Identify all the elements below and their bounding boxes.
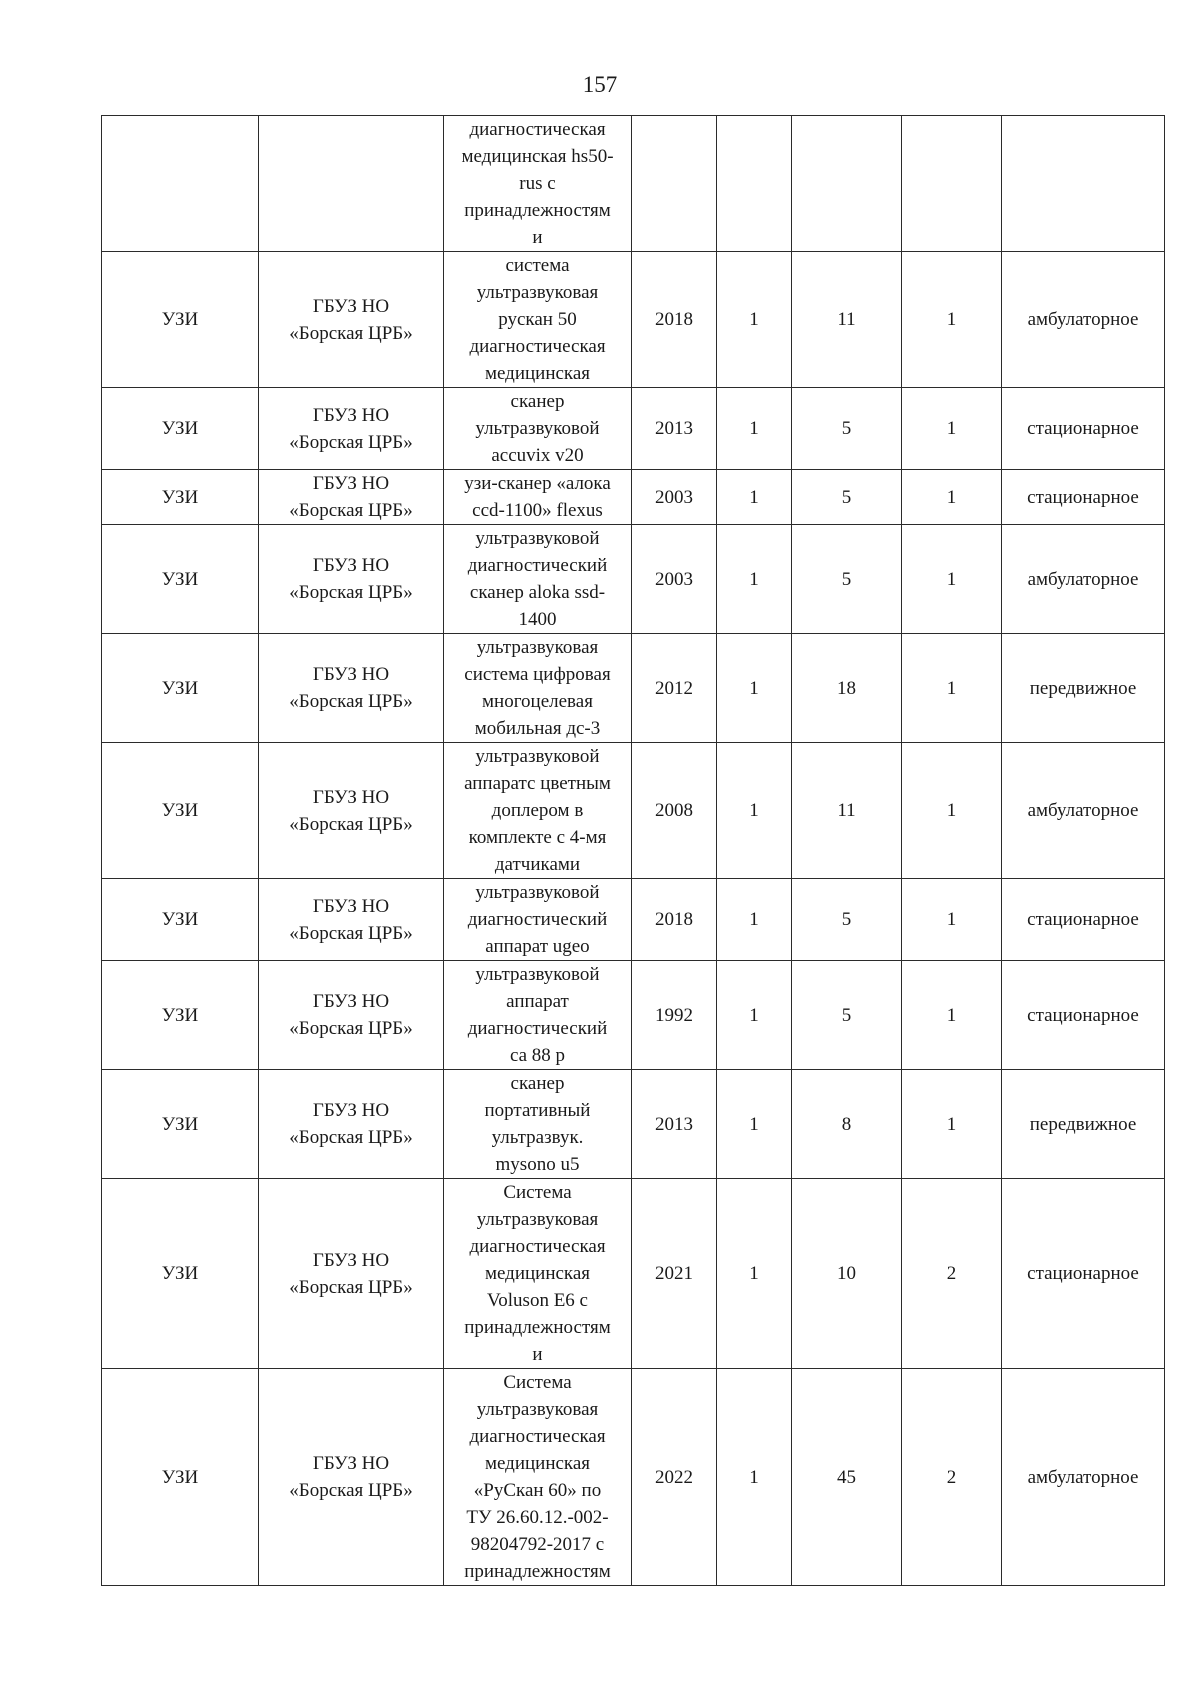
equipment-model-cell <box>444 1179 632 1369</box>
wear-cell <box>792 1179 902 1369</box>
equipment-type-cell-text: УЗИ <box>161 1263 199 1284</box>
organization-cell <box>259 116 444 252</box>
table-row <box>102 470 1165 525</box>
year-cell <box>632 116 717 252</box>
shifts-cell <box>902 1369 1002 1586</box>
equipment-model-cell-text: ультразвуковой диагностический аппарат ugeo <box>467 882 608 957</box>
wear-cell <box>792 1070 902 1179</box>
wear-cell-text: 5 <box>841 486 852 508</box>
usage-mode-cell-text: стационарное <box>1027 909 1139 930</box>
table-row <box>102 1369 1165 1586</box>
wear-cell <box>792 388 902 470</box>
wear-cell <box>792 116 902 252</box>
year-cell-text: 2003 <box>655 568 693 590</box>
organization-cell <box>259 1369 444 1586</box>
organization-cell <box>259 961 444 1070</box>
usage-mode-cell <box>1002 470 1165 525</box>
equipment-model-cell-text: сканер портативный ультразвук. mysono u5 <box>484 1073 591 1175</box>
organization-cell <box>259 634 444 743</box>
organization-cell-text: ГБУЗ НО «Борская ЦРБ» <box>289 786 413 835</box>
shifts-cell-text: 1 <box>946 677 957 699</box>
usage-mode-cell-text: передвижное <box>1029 1113 1137 1135</box>
quantity-cell <box>717 470 792 525</box>
table-row <box>102 252 1165 388</box>
equipment-type-cell-text: УЗИ <box>161 568 199 590</box>
quantity-cell <box>717 961 792 1070</box>
equipment-model-cell-text: система ультразвуковая рускан 50 диагностическая медицинская <box>469 255 606 384</box>
equipment-type-cell <box>102 743 259 879</box>
equipment-model-cell <box>444 634 632 743</box>
equipment-type-cell <box>102 961 259 1070</box>
quantity-cell-text: 1 <box>749 486 759 508</box>
year-cell-text: 2018 <box>655 309 693 330</box>
equipment-model-cell-text: ультразвуковой диагностический сканер aloka ssd- 1400 <box>467 528 608 630</box>
quantity-cell <box>717 1369 792 1586</box>
equipment-type-cell-text: УЗИ <box>161 677 199 699</box>
equipment-type-cell <box>102 634 259 743</box>
usage-mode-cell-text: амбулаторное <box>1027 1466 1139 1488</box>
usage-mode-cell <box>1002 879 1165 961</box>
usage-mode-cell <box>1002 525 1165 634</box>
usage-mode-cell <box>1002 743 1165 879</box>
organization-cell-text: ГБУЗ НО «Борская ЦРБ» <box>289 664 413 712</box>
organization-cell-text: ГБУЗ НО «Борская ЦРБ» <box>289 404 413 453</box>
wear-cell-text: 11 <box>837 309 856 330</box>
wear-cell-text: 5 <box>841 1004 852 1026</box>
equipment-type-cell <box>102 252 259 388</box>
wear-cell-text: 5 <box>841 909 852 930</box>
quantity-cell <box>717 743 792 879</box>
table-row <box>102 388 1165 470</box>
equipment-model-cell <box>444 116 632 252</box>
equipment-model-cell-text: Система ультразвуковая диагностическая медицинская Voluson E6 с принадлежностям и <box>464 1182 611 1365</box>
equipment-model-cell <box>444 388 632 470</box>
shifts-cell <box>902 1179 1002 1369</box>
table-row <box>102 634 1165 743</box>
usage-mode-cell <box>1002 388 1165 470</box>
shifts-cell <box>902 252 1002 388</box>
shifts-cell <box>902 961 1002 1070</box>
equipment-model-cell-text: Система ультразвуковая диагностическая медицинская «РуСкан 60» по ТУ 26.60.12.-002- 98204792-2017 с принадлежностям <box>464 1372 611 1582</box>
organization-cell <box>259 879 444 961</box>
shifts-cell-text: 1 <box>946 418 957 439</box>
equipment-type-cell <box>102 1179 259 1369</box>
quantity-cell-text: 1 <box>749 1113 759 1135</box>
shifts-cell <box>902 879 1002 961</box>
quantity-cell-text: 1 <box>749 1004 759 1026</box>
organization-cell <box>259 1179 444 1369</box>
year-cell <box>632 1070 717 1179</box>
wear-cell <box>792 252 902 388</box>
organization-cell-text: ГБУЗ НО «Борская ЦРБ» <box>289 991 413 1039</box>
usage-mode-cell-text: стационарное <box>1027 1263 1139 1284</box>
shifts-cell <box>902 525 1002 634</box>
usage-mode-cell <box>1002 634 1165 743</box>
quantity-cell-text: 1 <box>749 909 759 930</box>
equipment-model-cell <box>444 879 632 961</box>
equipment-model-cell <box>444 1369 632 1586</box>
wear-cell-text: 5 <box>841 568 852 590</box>
quantity-cell <box>717 525 792 634</box>
year-cell-text: 2021 <box>655 1263 693 1284</box>
year-cell-text: 2003 <box>655 486 693 508</box>
wear-cell-text: 18 <box>837 677 856 699</box>
year-cell-text: 2008 <box>655 800 693 821</box>
wear-cell <box>792 1369 902 1586</box>
equipment-model-cell-text: ультразвуковой аппаратс цветным доплером в комплекте с 4-мя датчиками <box>464 746 611 875</box>
organization-cell <box>259 1070 444 1179</box>
shifts-cell-text: 1 <box>946 568 957 590</box>
organization-cell <box>259 470 444 525</box>
shifts-cell-text: 1 <box>946 309 957 330</box>
shifts-cell <box>902 470 1002 525</box>
year-cell <box>632 961 717 1070</box>
wear-cell-text: 45 <box>837 1466 856 1488</box>
equipment-type-cell-text: УЗИ <box>161 1466 199 1488</box>
equipment-model-cell-text: ультразвуковая система цифровая многоцелевая мобильная дс-3 <box>464 637 611 739</box>
shifts-cell-text: 1 <box>946 800 957 821</box>
quantity-cell-text: 1 <box>749 1466 759 1488</box>
quantity-cell <box>717 1179 792 1369</box>
organization-cell-text: ГБУЗ НО «Борская ЦРБ» <box>289 1453 413 1501</box>
year-cell <box>632 470 717 525</box>
quantity-cell <box>717 252 792 388</box>
equipment-type-cell <box>102 470 259 525</box>
year-cell <box>632 525 717 634</box>
usage-mode-cell <box>1002 1179 1165 1369</box>
usage-mode-cell-text: стационарное <box>1027 1004 1139 1026</box>
table-row <box>102 116 1165 252</box>
shifts-cell-text: 2 <box>946 1263 957 1284</box>
organization-cell <box>259 525 444 634</box>
quantity-cell <box>717 388 792 470</box>
table-row <box>102 525 1165 634</box>
shifts-cell <box>902 116 1002 252</box>
table-row <box>102 1070 1165 1179</box>
organization-cell-text: ГБУЗ НО «Борская ЦРБ» <box>289 1249 413 1298</box>
table-row <box>102 961 1165 1070</box>
organization-cell-text: ГБУЗ НО «Борская ЦРБ» <box>289 555 413 603</box>
table-row <box>102 1179 1165 1369</box>
equipment-model-cell <box>444 470 632 525</box>
year-cell-text: 2022 <box>655 1466 693 1488</box>
equipment-model-cell <box>444 525 632 634</box>
organization-cell <box>259 388 444 470</box>
equipment-type-cell <box>102 1369 259 1586</box>
year-cell <box>632 743 717 879</box>
usage-mode-cell <box>1002 961 1165 1070</box>
usage-mode-cell-text: стационарное <box>1027 418 1139 439</box>
equipment-type-cell <box>102 879 259 961</box>
shifts-cell-text: 1 <box>946 1113 957 1135</box>
table-row <box>102 743 1165 879</box>
quantity-cell-text: 1 <box>749 418 759 439</box>
wear-cell-text: 8 <box>841 1113 852 1135</box>
equipment-type-cell <box>102 1070 259 1179</box>
organization-cell-text: ГБУЗ НО «Борская ЦРБ» <box>289 1100 413 1148</box>
wear-cell <box>792 634 902 743</box>
wear-cell <box>792 525 902 634</box>
equipment-model-cell <box>444 961 632 1070</box>
year-cell-text: 2013 <box>655 1113 693 1135</box>
organization-cell-text: ГБУЗ НО «Борская ЦРБ» <box>289 295 413 344</box>
wear-cell <box>792 470 902 525</box>
equipment-type-cell-text: УЗИ <box>161 1004 199 1026</box>
equipment-type-cell-text: УЗИ <box>161 909 199 930</box>
shifts-cell-text: 1 <box>946 486 957 508</box>
equipment-type-cell <box>102 116 259 252</box>
wear-cell <box>792 879 902 961</box>
usage-mode-cell <box>1002 116 1165 252</box>
equipment-model-cell-text: диагностическая медицинская hs50- rus с принадлежностям и <box>461 119 614 248</box>
wear-cell-text: 5 <box>841 418 852 439</box>
year-cell-text: 2018 <box>655 909 693 930</box>
usage-mode-cell-text: амбулаторное <box>1027 568 1139 590</box>
year-cell-text: 2012 <box>655 677 693 699</box>
equipment-type-cell-text: УЗИ <box>161 418 199 439</box>
equipment-type-cell <box>102 525 259 634</box>
shifts-cell <box>902 743 1002 879</box>
quantity-cell <box>717 634 792 743</box>
usage-mode-cell <box>1002 252 1165 388</box>
usage-mode-cell <box>1002 1369 1165 1586</box>
equipment-table <box>101 115 1165 1586</box>
wear-cell-text: 10 <box>837 1263 856 1284</box>
quantity-cell-text: 1 <box>749 568 759 590</box>
year-cell <box>632 1179 717 1369</box>
quantity-cell <box>717 116 792 252</box>
organization-cell <box>259 252 444 388</box>
quantity-cell <box>717 1070 792 1179</box>
year-cell <box>632 879 717 961</box>
wear-cell <box>792 743 902 879</box>
year-cell <box>632 252 717 388</box>
shifts-cell-text: 1 <box>946 1004 957 1026</box>
equipment-model-cell <box>444 1070 632 1179</box>
equipment-model-cell-text: сканер ультразвуковой accuvix v20 <box>475 391 600 466</box>
quantity-cell <box>717 879 792 961</box>
wear-cell <box>792 961 902 1070</box>
year-cell <box>632 1369 717 1586</box>
shifts-cell <box>902 634 1002 743</box>
quantity-cell-text: 1 <box>749 1263 759 1284</box>
shifts-cell <box>902 388 1002 470</box>
shifts-cell <box>902 1070 1002 1179</box>
year-cell <box>632 634 717 743</box>
shifts-cell-text: 2 <box>946 1466 957 1488</box>
usage-mode-cell-text: амбулаторное <box>1027 800 1139 821</box>
equipment-model-cell <box>444 743 632 879</box>
equipment-model-cell-text: узи-сканер «алока ccd-1100» flexus <box>464 473 611 521</box>
year-cell <box>632 388 717 470</box>
usage-mode-cell-text: передвижное <box>1029 677 1137 699</box>
table-body <box>102 116 1165 1586</box>
quantity-cell-text: 1 <box>749 800 759 821</box>
quantity-cell-text: 1 <box>749 309 759 330</box>
usage-mode-cell-text: стационарное <box>1027 486 1139 508</box>
organization-cell-text: ГБУЗ НО «Борская ЦРБ» <box>289 473 413 521</box>
equipment-type-cell-text: УЗИ <box>161 1113 199 1135</box>
quantity-cell-text: 1 <box>749 677 759 699</box>
equipment-model-cell <box>444 252 632 388</box>
equipment-model-cell-text: ультразвуковой аппарат диагностический са 88 р <box>467 964 608 1066</box>
year-cell-text: 2013 <box>655 418 693 439</box>
equipment-type-cell-text: УЗИ <box>161 800 199 821</box>
organization-cell <box>259 743 444 879</box>
year-cell-text: 1992 <box>655 1004 693 1026</box>
shifts-cell-text: 1 <box>946 909 957 930</box>
wear-cell-text: 11 <box>837 800 856 821</box>
usage-mode-cell-text: амбулаторное <box>1027 309 1139 330</box>
organization-cell-text: ГБУЗ НО «Борская ЦРБ» <box>289 895 413 944</box>
equipment-type-cell-text: УЗИ <box>161 486 199 508</box>
usage-mode-cell <box>1002 1070 1165 1179</box>
page-number: 157 <box>582 72 618 97</box>
equipment-type-cell-text: УЗИ <box>161 309 199 330</box>
equipment-type-cell <box>102 388 259 470</box>
table-row <box>102 879 1165 961</box>
